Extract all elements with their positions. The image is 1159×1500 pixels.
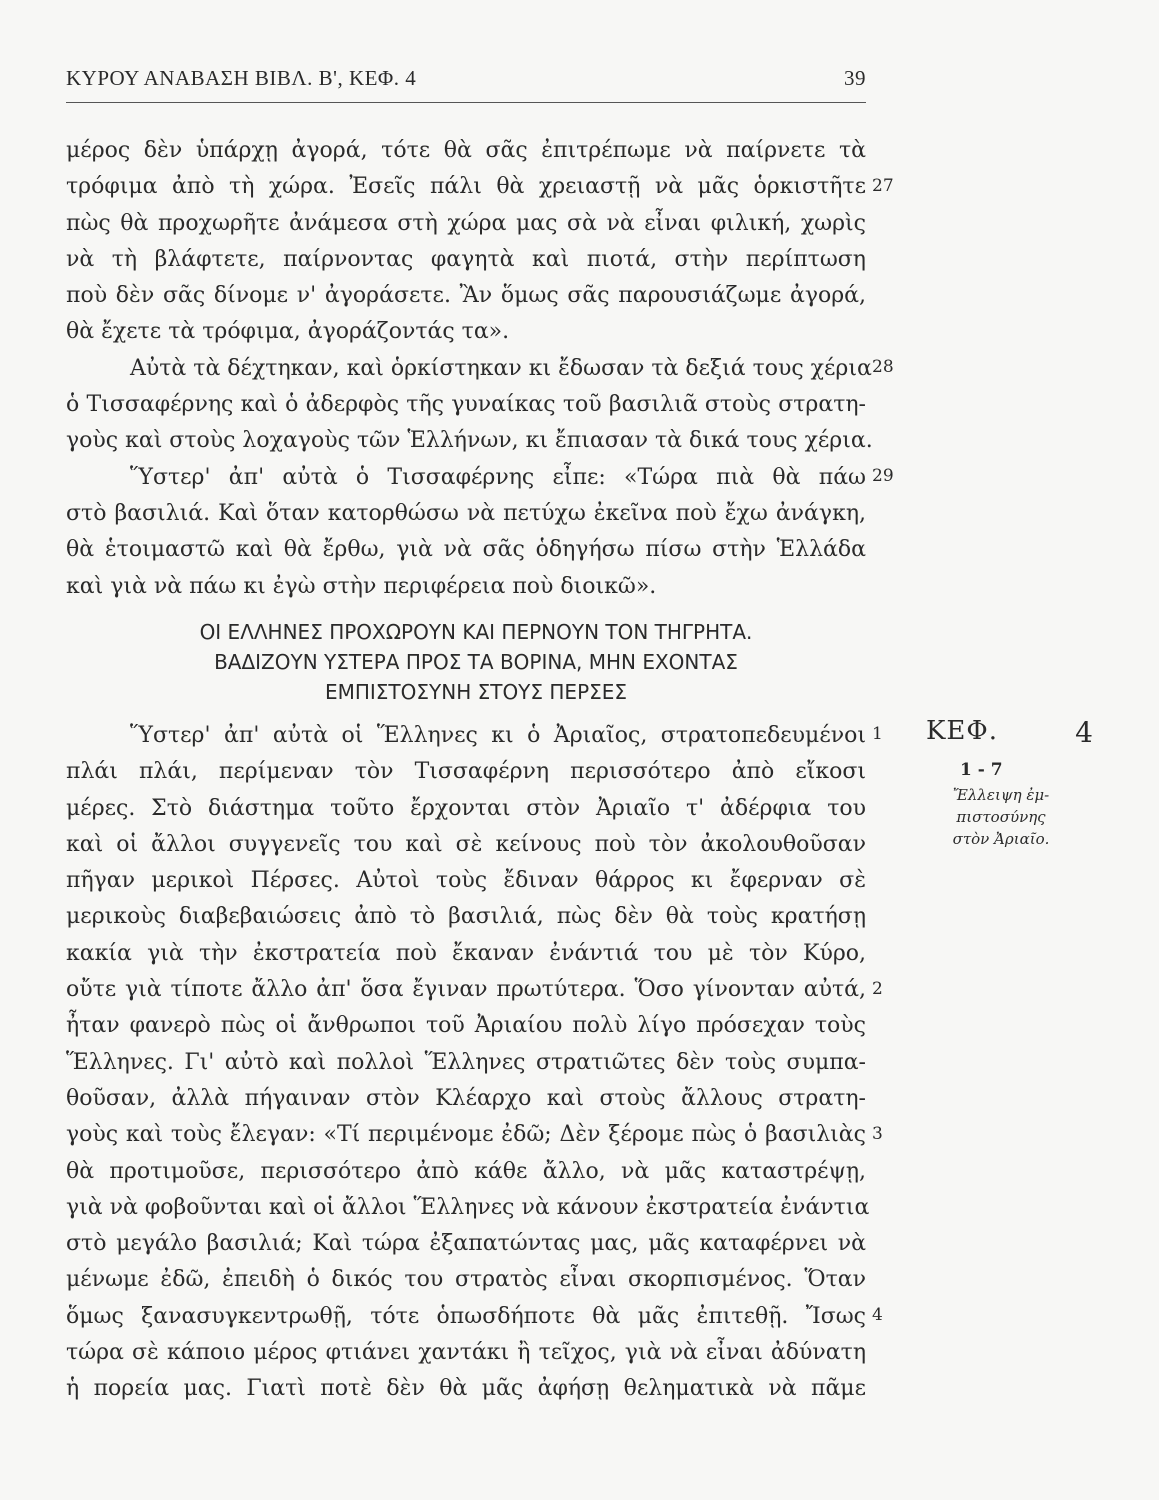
text-line: ποὺ δὲν σᾶς δίνομε ν' ἀγοράσετε. Ἂν ὅμως σᾶς παρουσιάζωμε ἀγορά, (66, 283, 866, 309)
text-line: πὼς θὰ προχωρῆτε ἀνάμεσα στὴ χώρα μας σὰ νὰ εἶναι φιλική, χωρὶς (66, 210, 866, 236)
text-line: γοὺς καὶ στοὺς λοχαγοὺς τῶν Ἑλλήνων, κι ἔπιασαν τὰ δικά τους χέρια. (66, 428, 873, 454)
paragraph-number: 4 (872, 1305, 883, 1325)
section-heading (66, 617, 886, 707)
text-line: Ἕλληνες. Γι' αὐτὸ καὶ πολλοὶ Ἕλληνες στρατιῶτες δὲν τοὺς συμπα- (66, 1049, 866, 1075)
paragraph-number: 27 (872, 176, 894, 196)
section-range: 1 - 7 (960, 760, 1003, 780)
text-line: πλάι πλάι, περίμεναν τὸν Τισσαφέρνη περισσότερο ἀπὸ εἴκοσι (66, 759, 866, 785)
text-line: θὰ ἑτοιμαστῶ καὶ θὰ ἔρθω, γιὰ νὰ σᾶς ὁδηγήσω πίσω στὴν Ἑλλάδα (66, 537, 866, 563)
text-line: τρόφιμα ἀπὸ τὴ χώρα. Ἐσεῖς πάλι θὰ χρειαστῇ νὰ μᾶς ὁρκιστῆτε (66, 174, 866, 200)
text-line: νὰ τὴ βλάφτετε, παίρνοντας φαγητὰ καὶ πιοτά, στὴν περίπτωση (66, 246, 866, 272)
summary-line: πιστοσύνης (956, 808, 1046, 826)
text-line: οὔτε γιὰ τίποτε ἄλλο ἀπ' ὅσα ἔγιναν πρωτύτερα. Ὅσο γίνονταν αὐτά, (66, 977, 866, 1003)
text-line: ἡ πορεία μας. Γιατὶ ποτὲ δὲν θὰ μᾶς ἀφήσῃ θεληματικὰ νὰ πᾶμε (66, 1376, 866, 1402)
paragraph-number: 28 (872, 357, 894, 377)
text-block-1 (66, 133, 873, 605)
text-block-2 (66, 718, 870, 1408)
text-line: μέρες. Στὸ διάστημα τοῦτο ἔρχονται στὸν Ἀριαῖο τ' ἀδέρφια του (66, 795, 866, 821)
text-line: γοὺς καὶ τοὺς ἔλεγαν: «Τί περιμένομε ἐδῶ; Δὲν ξέρομε πὼς ὁ βασιλιὰς (66, 1122, 866, 1148)
summary-line: Ἔλλειψη ἐμ- (952, 786, 1050, 804)
chapter-number: 4 (1075, 716, 1094, 749)
heading-line: ΒΑΔΙΖΟΥΝ ΥΣΤΕΡΑ ΠΡΟΣ ΤΑ ΒΟΡΙΝΑ, ΜΗΝ ΕΧΟΝΤΑΣ (214, 650, 738, 674)
text-line: θὰ προτιμοῦσε, περισσότερο ἀπὸ κάθε ἄλλο, νὰ μᾶς καταστρέψῃ, (66, 1158, 866, 1184)
text-line: ὁ Τισσαφέρνης καὶ ὁ ἀδερφὸς τῆς γυναίκας τοῦ βασιλιᾶ στοὺς στρατη- (66, 392, 866, 418)
page-number: 39 (844, 66, 866, 90)
paragraph-number: 3 (872, 1124, 883, 1144)
heading-line: ΕΜΠΙΣΤΟΣΥΝΗ ΣΤΟΥΣ ΠΕΡΣΕΣ (324, 680, 628, 704)
running-title: ΚΥΡΟΥ ΑΝΑΒΑΣΗ ΒΙΒΛ. Β', ΚΕΦ. 4 (66, 66, 417, 90)
text-line: πῆγαν μερικοὶ Πέρσες. Αὐτοὶ τοὺς ἔδιναν θάρρος κι ἔφερναν σὲ (66, 868, 866, 894)
text-line: καὶ οἱ ἄλλοι συγγενεῖς του καὶ σὲ κείνους ποὺ τὸν ἀκολουθοῦσαν (66, 831, 866, 857)
text-line: στὸ μεγάλο βασιλιά; Καὶ τώρα ἐξαπατώντας μας, μᾶς καταφέρνει νὰ (66, 1231, 866, 1257)
summary-line: στὸν Ἀριαῖο. (952, 830, 1050, 848)
text-line: γιὰ νὰ φοβοῦνται καὶ οἱ ἄλλοι Ἕλληνες νὰ κάνουν ἐκστρατεία ἐνάντια (66, 1194, 870, 1220)
text-line: μένωμε ἐδῶ, ἐπειδὴ ὁ δικός του στρατὸς εἶναι σκορπισμένος. Ὅταν (66, 1267, 866, 1293)
text-line: μέρος δὲν ὑπάρχῃ ἀγορά, τότε θὰ σᾶς ἐπιτρέπωμε νὰ παίρνετε τὰ (66, 138, 866, 163)
paragraph-number: 29 (872, 466, 894, 486)
margin-note (926, 716, 1106, 850)
heading-line: ΟΙ ΕΛΛΗΝΕΣ ΠΡΟΧΩΡΟΥΝ ΚΑΙ ΠΕΡΝΟΥΝ ΤΟΝ ΤΗΓΡΗΤΑ. (199, 620, 753, 644)
chapter-label (926, 716, 1106, 749)
text-line: μερικοὺς διαβεβαιώσεις ἀπὸ τὸ βασιλιά, πὼς δὲν θὰ τοὺς κρατήσῃ (66, 904, 866, 930)
chapter-label-text: ΚΕΦ. (926, 716, 998, 746)
text-line: Ὕστερ' ἀπ' αὐτὰ οἱ Ἕλληνες κι ὁ Ἀριαῖος, στρατοπεδευμένοι (130, 723, 866, 748)
text-line: θοῦσαν, ἀλλὰ πήγαιναν στὸν Κλέαρχο καὶ στοὺς ἄλλους στρατη- (66, 1085, 866, 1111)
paragraph-number: 2 (872, 979, 883, 999)
text-line: Ὕστερ' ἀπ' αὐτὰ ὁ Τισσαφέρνης εἶπε: «Τώρα πιὰ θὰ πάω (130, 464, 866, 490)
text-line: καὶ γιὰ νὰ πάω κι ἐγὼ στὴν περιφέρεια ποὺ διοικῶ». (66, 573, 657, 599)
text-line: ἦταν φανερὸ πὼς οἱ ἄνθρωποι τοῦ Ἀριαίου πολὺ λίγο πρόσεχαν τοὺς (66, 1013, 866, 1039)
text-line: τώρα σὲ κάποιο μέρος φτιάνει χαντάκι ἢ τεῖχος, γιὰ νὰ εἶναι ἀδύνατη (66, 1340, 866, 1366)
paragraph-number: 1 (872, 724, 883, 744)
text-line: Αὐτὰ τὰ δέχτηκαν, καὶ ὁρκίστηκαν κι ἔδωσαν τὰ δεξιά τους χέρια (130, 355, 872, 381)
text-line: θὰ ἔχετε τὰ τρόφιμα, ἀγοράζοντάς τα». (66, 319, 510, 345)
section-summary (926, 784, 1076, 850)
text-line: ὅμως ξανασυγκεντρωθῇ, τότε ὁπωσδήποτε θὰ μᾶς ἐπιτεθῇ. Ἴσως (66, 1303, 866, 1329)
text-line: στὸ βασιλιά. Καὶ ὅταν κατορθώσω νὰ πετύχω ἐκεῖνα ποὺ ἔχω ἀνάγκη, (66, 500, 866, 526)
text-line: κακία γιὰ τὴν ἐκστρατεία ποὺ ἔκαναν ἐνάντιά του μὲ τὸν Κύρο, (66, 940, 866, 966)
running-header (66, 66, 866, 103)
